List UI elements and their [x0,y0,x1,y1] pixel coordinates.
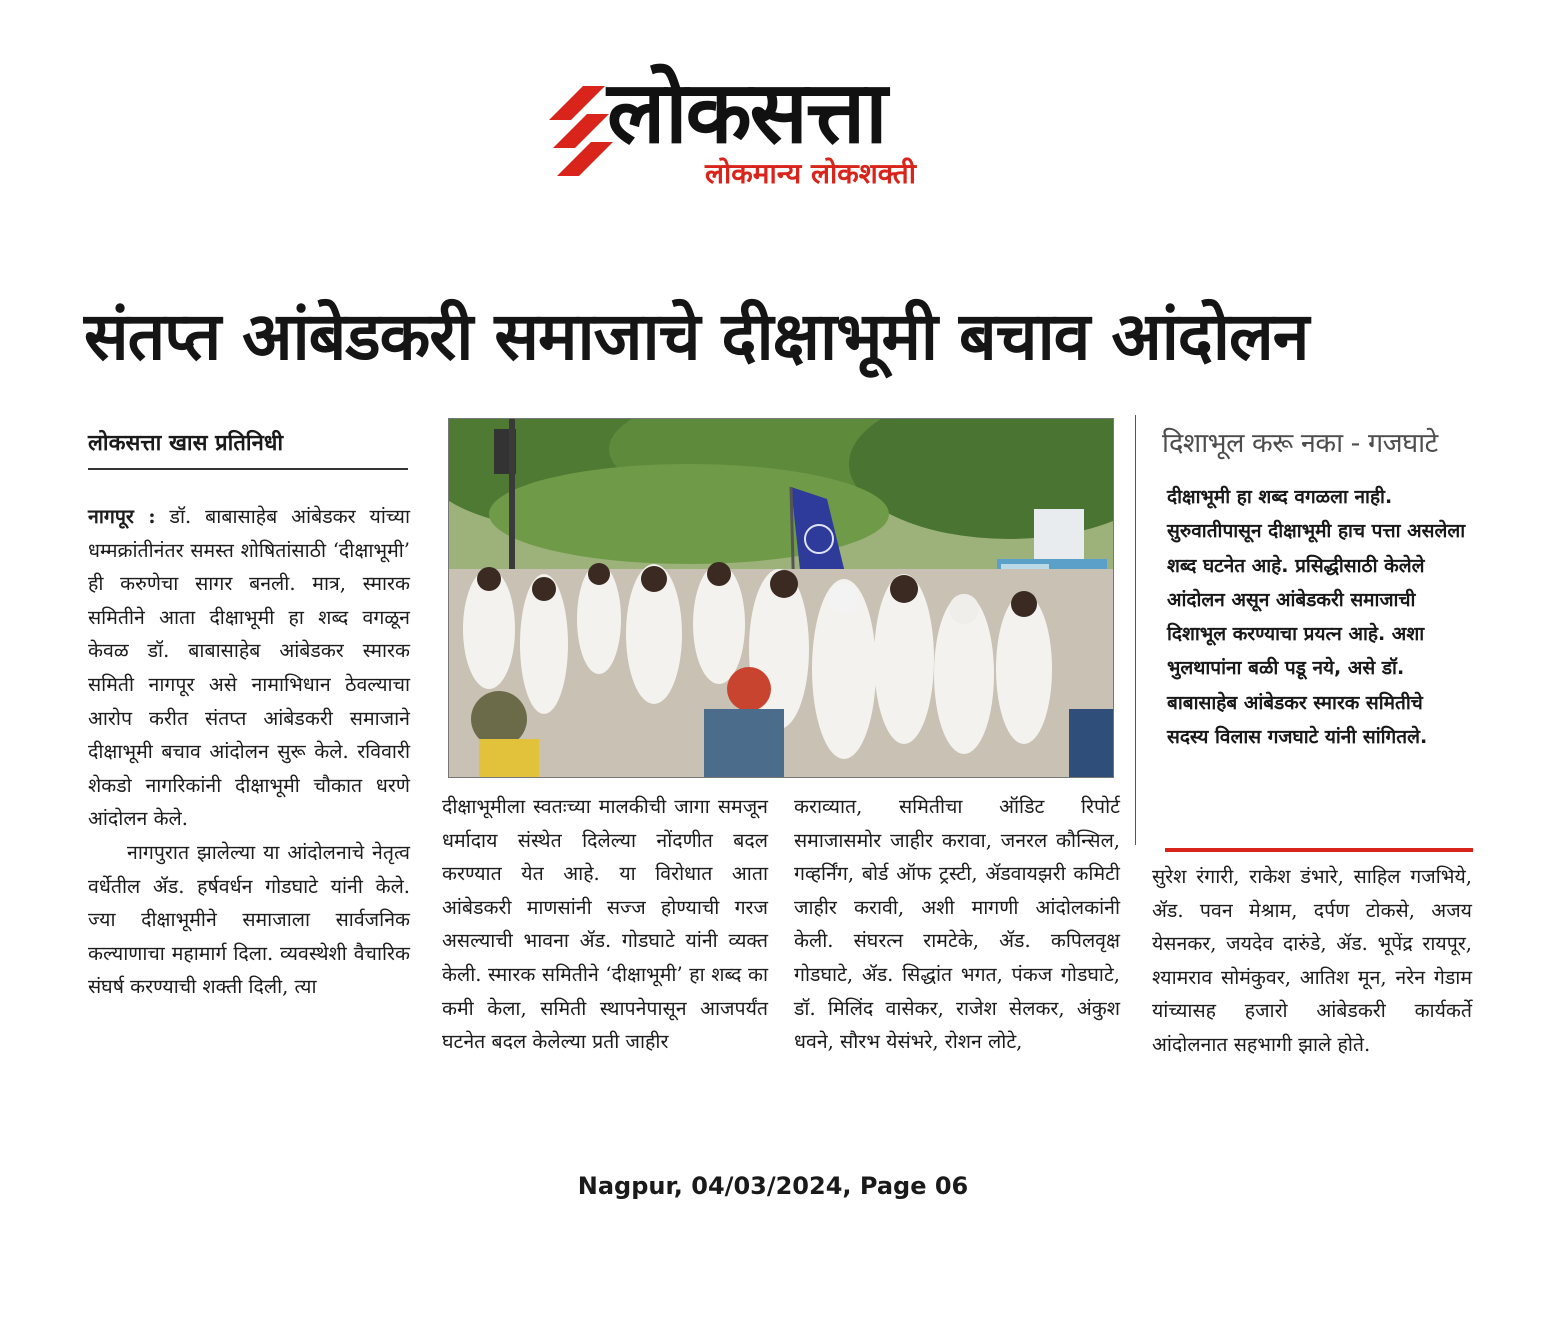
sidebar-body: दीक्षाभूमी हा शब्द वगळला नाही. सुरुवातीपासून दीक्षाभूमी हाच पत्ता असलेला शब्द घटनेत आहे. प्रसिद्धीसाठी केलेले आंदोलन असून आंबेडकरी समाजाची दिशाभूल करण्याचा प्रयत्न आहे. अशा भुलथापांना बळी पडू नये, असे डॉ. बाबासाहेब आंबेडकर स्मारक समितीचे सदस्य विलास गजघाटे यांनी सांगितले. [1167,486,1466,749]
article-byline: लोकसत्ता खास प्रतिनिधी [88,431,284,456]
article-headline: संतप्त आंबेडकरी समाजाचे दीक्षाभूमी बचाव आंदोलन [84,298,1309,375]
protest-photo [448,418,1114,778]
masthead-stripes-icon [545,86,615,176]
masthead [545,58,995,198]
column-2-text: दीक्षाभूमीला स्वतःच्या मालकीची जागा समजून धर्मादाय संस्थेत दिलेल्या नोंदणीत बदल करण्यात येत आहे. या विरोधात आता आंबेडकरी माणसांनी सज्ज होण्याची गरज असल्याची भावना ॲड. गोडघाटे यांनी व्यक्त केली. स्मारक समितीने ‘दीक्षाभूमी’ हा शब्द का कमी केला, समिती स्थापनेपासून आजपर्यंत घटनेत बदल केलेल्या प्रती जाहीर [442,795,768,1054]
article-column-4 [1152,860,1472,1160]
page-footer: Nagpur, 04/03/2024, Page 06 [577,1172,969,1200]
sidebar-divider [1135,415,1136,845]
column-1-paragraph-1-text: डॉ. बाबासाहेब आंबेडकर यांच्या धम्मक्रांतीनंतर समस्त शोषितांसाठी ‘दीक्षाभूमी’ ही करुणेचा सागर बनली. मात्र, स्मारक समितीने आता दीक्षाभूमी हा शब्द वगळून केवळ डॉ. बाबासाहेब आंबेडकर स्मारक समिती नागपूर असे नामाभिधान ठेवल्याचा आरोप करीत संतप्त आंबेडकरी समाजाने दीक्षाभूमी बचाव आंदोलन सुरू केले. रविवारी शेकडो नागरिकांनी दीक्षाभूमी चौकात धरणे आंदोलन केले. [88,505,410,831]
column-1-paragraph-1 [88,500,410,836]
column-4-text: सुरेश रंगारी, राकेश डंभारे, साहिल गजभिये, ॲड. पवन मेश्राम, दर्पण टोकसे, अजय येसनकर, जयदेव दारुंडे, ॲड. भूपेंद्र रायपूर, श्यामराव सोमंकुवर, आतिश मून, नरेन गेडाम यांच्यासह हजारो आंबेडकरी कार्यकर्ते आंदोलनात सहभागी झाले होते. [1152,865,1472,1056]
article-column-1 [88,500,410,1160]
sidebar-rule [1165,848,1473,852]
protest-crowd-image [449,419,1114,778]
masthead-name: लोकसत्ता [607,63,886,163]
column-1-paragraph-2: नागपुरात झालेल्या या आंदोलनाचे नेतृत्व वर्धेतील ॲड. हर्षवर्धन गोडघाटे यांनी केले. ज्या दीक्षाभूमीने समाजाला सार्वजनिक कल्याणाचा महामार्ग दिला. व्यवस्थेशी वैचारिक संघर्ष करण्याची शक्ती दिली, त्या [88,840,410,999]
sidebar-heading: दिशाभूल करू नका - गजघाटे [1162,428,1438,459]
article-column-3 [794,790,1120,1160]
article-dateline: नागपूर : [88,505,156,528]
column-3-text: कराव्यात, समितीचा ऑडिट रिपोर्ट समाजासमोर जाहीर करावा, जनरल कौन्सिल, गव्हर्निंग, बोर्ड ऑफ ट्रस्टी, ॲडवायझरी कमिटी जाहीर करावी, अशी मागणी आंदोलकांनी केली. संघरत्न रामटेके, ॲड. कपिलवृक्ष गोडघाटे, ॲड. सिद्धांत भगत, पंकज गोडघाटे, डॉ. मिलिंद वासेकर, राजेश सेलकर, अंकुश धवने, सौरभ येसंभरे, रोशन लोटे, [794,795,1120,1054]
article-column-2 [442,790,768,1160]
masthead-tagline: लोकमान्य लोकशक्ती [705,157,916,190]
byline-rule [88,468,408,470]
